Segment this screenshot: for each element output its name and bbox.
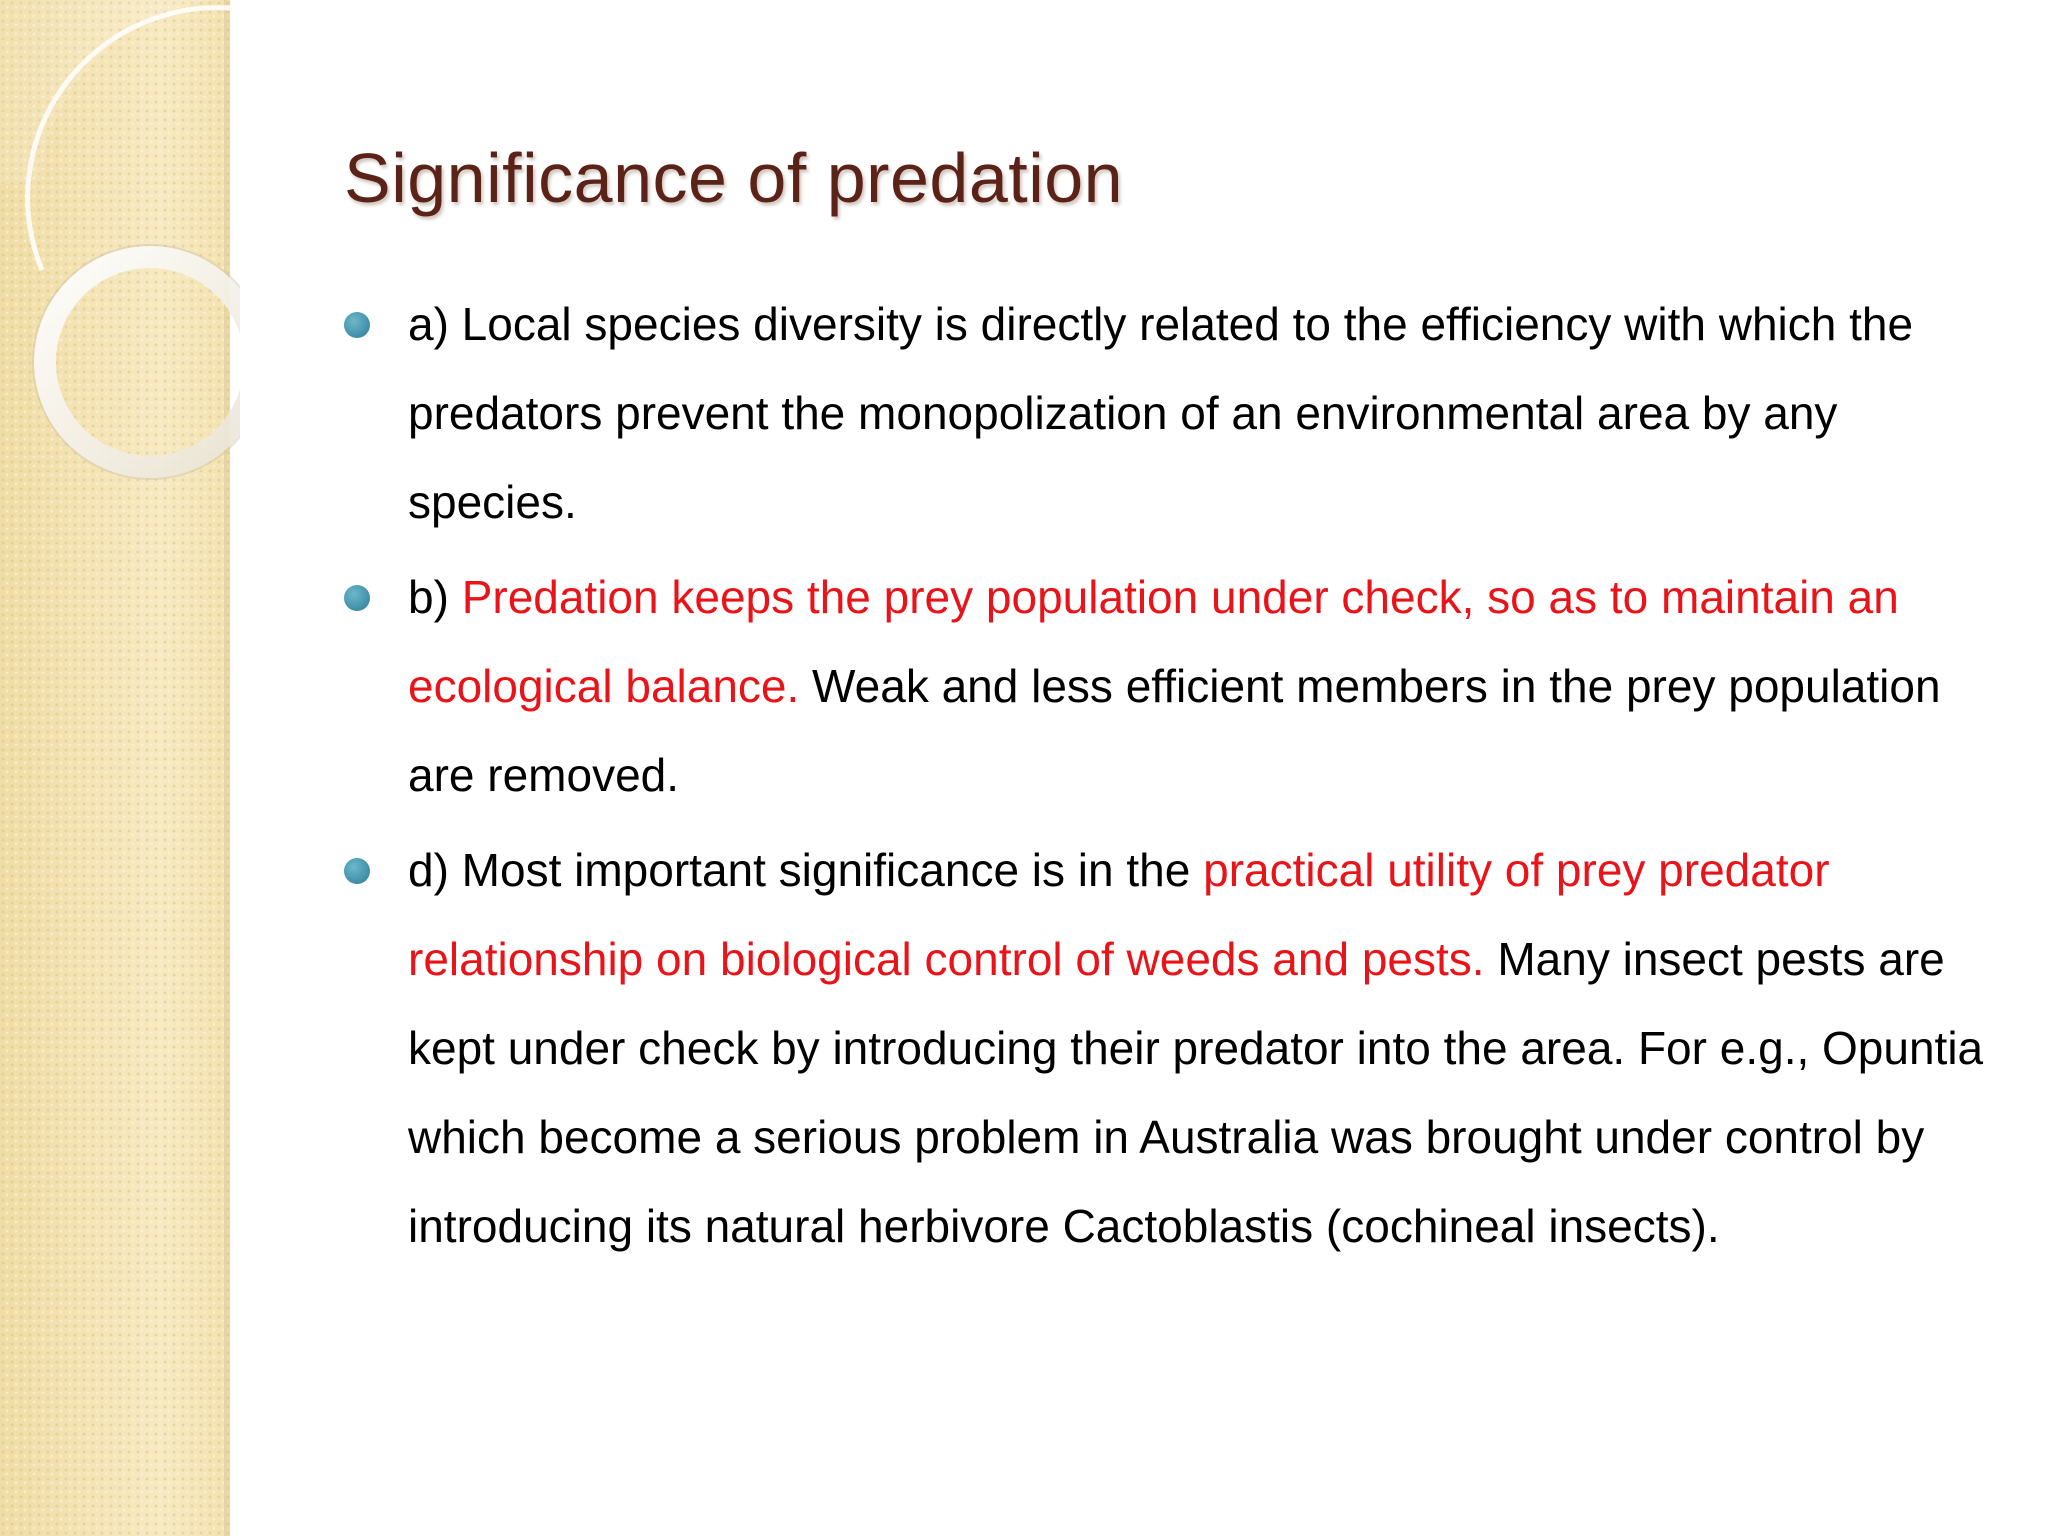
bullet-dot-icon (344, 585, 370, 611)
decorative-arc-light (0, 0, 215, 185)
bullet-item-a (408, 280, 1998, 547)
bullet-item-b (408, 553, 1998, 820)
bullet-item-d (408, 826, 1998, 1271)
bullet-dot-icon (344, 858, 370, 884)
bullet-d-prefix: d) Most important significance is in the (408, 844, 1204, 896)
decorative-ring (45, 257, 240, 467)
bullet-dot-icon (344, 312, 370, 338)
bullet-a-text: a) Local species diversity is directly related to the efficiency with which the predators prevent the monopolization of an environmental area by any species. (408, 298, 1914, 528)
bullet-d-highlight: practical utility of prey predator relationship on biological control of weeds and pests. (408, 844, 1830, 985)
bullet-d-suffix: Many insect pests are kept under check by introducing their predator into the area. For e.g., Opuntia which become a serious problem in Australia was brought under control by introducing its natural herbivore Cactoblastis (cochineal insects). (408, 933, 1984, 1252)
bullet-b-prefix: b) (408, 571, 462, 623)
decorative-rings (0, 0, 240, 520)
bullet-b-suffix: Weak and less efficient members in the prey population are removed. (408, 660, 1941, 801)
bullet-list (408, 280, 1998, 1277)
slide-title: Significance of predation (344, 139, 1124, 217)
bullet-b-highlight: Predation keeps the prey population under check, so as to maintain an ecological balance. (408, 571, 1899, 712)
